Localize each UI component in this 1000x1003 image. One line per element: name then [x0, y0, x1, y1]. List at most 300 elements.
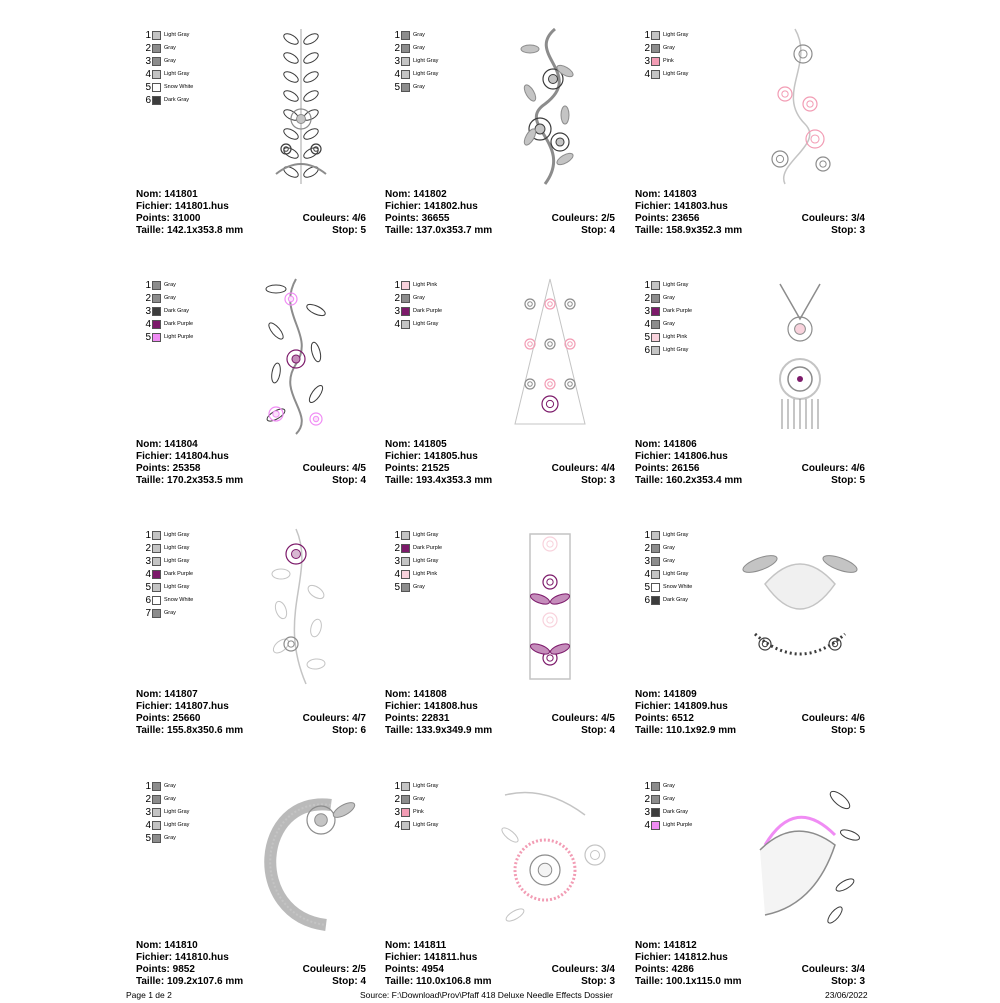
- swatch-color-name: Gray: [164, 796, 176, 802]
- swatch-color-name: Light Gray: [164, 584, 190, 590]
- color-swatch-row: [392, 42, 438, 55]
- color-swatch: [152, 821, 161, 830]
- nom-label: Nom:: [385, 439, 411, 450]
- nom-label: Nom:: [385, 940, 411, 951]
- swatch-color-name: Dark Purple: [413, 545, 443, 551]
- color-swatch-row: [392, 581, 442, 594]
- design-nom: 141807: [164, 689, 198, 700]
- color-palette: [143, 529, 193, 620]
- swatch-number: 1: [394, 279, 400, 291]
- fichier-label: Fichier:: [385, 701, 422, 712]
- swatch-color-name: Dark Gray: [164, 97, 190, 103]
- design-points: 36655: [421, 213, 450, 224]
- swatch-color-name: Light Gray: [164, 532, 190, 538]
- swatch-color-name: Light Purple: [663, 822, 693, 828]
- swatch-number: 4: [644, 568, 650, 580]
- fichier-label: Fichier:: [136, 451, 173, 462]
- embroidery-preview-image: [735, 274, 865, 439]
- design-taille: 110.0x106.8 mm: [415, 976, 492, 987]
- color-swatch: [152, 83, 161, 92]
- design-info: [385, 940, 617, 988]
- design-stop: 3: [609, 475, 615, 486]
- design-points: 25660: [172, 713, 201, 724]
- fichier-label: Fichier:: [635, 201, 672, 212]
- taille-label: Taille:: [136, 475, 165, 486]
- design-card: [385, 763, 617, 1003]
- embroidery-preview-image: [735, 24, 865, 189]
- stop-label: Stop:: [831, 475, 857, 486]
- swatch-number: 4: [394, 819, 400, 831]
- swatch-number: 3: [644, 806, 650, 818]
- swatch-color-name: Light Gray: [663, 282, 689, 288]
- swatch-color-name: Light Gray: [164, 71, 190, 77]
- color-swatch-row: [143, 581, 193, 594]
- color-swatch: [152, 782, 161, 791]
- design-couleurs: 3/4: [851, 964, 865, 975]
- fichier-label: Fichier:: [385, 952, 422, 963]
- design-points: 25358: [172, 463, 201, 474]
- color-swatch: [651, 531, 660, 540]
- color-swatch: [152, 281, 161, 290]
- color-swatch: [651, 346, 660, 355]
- swatch-color-name: Light Gray: [164, 809, 190, 815]
- swatch-number: 4: [145, 68, 151, 80]
- color-swatch-row: [392, 279, 442, 292]
- swatch-color-name: Gray: [413, 796, 425, 802]
- stop-label: Stop:: [332, 475, 358, 486]
- swatch-number: 4: [394, 568, 400, 580]
- design-stop: 6: [360, 725, 366, 736]
- swatch-color-name: Light Pink: [413, 571, 438, 577]
- swatch-number: 4: [644, 819, 650, 831]
- couleurs-label: Couleurs:: [801, 213, 849, 224]
- color-swatch-row: [392, 568, 442, 581]
- color-swatch: [152, 557, 161, 566]
- design-nom: 141808: [413, 689, 447, 700]
- color-swatch-row: [392, 292, 442, 305]
- stop-label: Stop:: [831, 976, 857, 987]
- stop-label: Stop:: [581, 725, 607, 736]
- nom-label: Nom:: [635, 689, 661, 700]
- swatch-number: 3: [394, 555, 400, 567]
- design-info: [385, 439, 617, 487]
- color-swatch-row: [642, 29, 688, 42]
- color-swatch: [152, 57, 161, 66]
- couleurs-label: Couleurs:: [551, 213, 599, 224]
- swatch-number: 7: [145, 607, 151, 619]
- taille-label: Taille:: [635, 725, 664, 736]
- color-swatch: [152, 596, 161, 605]
- color-swatch: [651, 281, 660, 290]
- swatch-color-name: Gray: [663, 321, 675, 327]
- color-palette: [392, 529, 442, 594]
- swatch-color-name: Light Gray: [164, 32, 190, 38]
- design-card: [635, 763, 867, 1003]
- swatch-color-name: Dark Purple: [164, 321, 194, 327]
- swatch-number: 5: [394, 81, 400, 93]
- stop-label: Stop:: [831, 225, 857, 236]
- color-swatch: [401, 320, 410, 329]
- swatch-number: 3: [145, 55, 151, 67]
- color-swatch-row: [392, 780, 438, 793]
- design-points: 22831: [421, 713, 450, 724]
- swatch-color-name: Pink: [413, 809, 424, 815]
- color-swatch-row: [143, 55, 193, 68]
- design-stop: 5: [859, 725, 865, 736]
- design-points: 31000: [172, 213, 201, 224]
- color-swatch: [152, 294, 161, 303]
- design-fichier: 141802.hus: [423, 201, 478, 212]
- swatch-color-name: Gray: [413, 45, 425, 51]
- points-label: Points:: [635, 213, 669, 224]
- swatch-number: 2: [644, 42, 650, 54]
- design-points: 23656: [671, 213, 700, 224]
- swatch-number: 3: [394, 305, 400, 317]
- design-stop: 4: [609, 725, 615, 736]
- color-swatch: [651, 808, 660, 817]
- color-swatch: [651, 570, 660, 579]
- design-card: [136, 262, 368, 502]
- swatch-color-name: Gray: [164, 282, 176, 288]
- color-swatch-row: [143, 305, 193, 318]
- color-palette: [642, 780, 692, 832]
- design-fichier: 141801.hus: [174, 201, 229, 212]
- color-swatch-row: [392, 305, 442, 318]
- color-swatch: [152, 609, 161, 618]
- couleurs-label: Couleurs:: [801, 964, 849, 975]
- swatch-color-name: Light Gray: [164, 558, 190, 564]
- color-swatch-row: [143, 542, 193, 555]
- swatch-number: 5: [644, 581, 650, 593]
- color-swatch: [401, 782, 410, 791]
- design-taille: 137.0x353.7 mm: [415, 225, 493, 236]
- swatch-number: 3: [394, 806, 400, 818]
- design-couleurs: 4/6: [851, 463, 865, 474]
- swatch-color-name: Light Gray: [663, 347, 689, 353]
- color-swatch: [651, 44, 660, 53]
- swatch-number: 1: [145, 780, 151, 792]
- color-swatch: [401, 307, 410, 316]
- design-nom: 141802: [413, 189, 447, 200]
- swatch-color-name: Light Gray: [663, 71, 689, 77]
- design-couleurs: 4/4: [601, 463, 615, 474]
- couleurs-label: Couleurs:: [551, 713, 599, 724]
- design-card: [136, 763, 368, 1003]
- swatch-color-name: Dark Purple: [413, 308, 443, 314]
- color-swatch-row: [642, 331, 692, 344]
- points-label: Points:: [385, 713, 419, 724]
- color-swatch-row: [392, 55, 438, 68]
- nom-label: Nom:: [385, 189, 411, 200]
- embroidery-preview-image: [485, 24, 615, 189]
- swatch-color-name: Gray: [663, 45, 675, 51]
- color-swatch: [152, 834, 161, 843]
- points-label: Points:: [136, 964, 170, 975]
- color-swatch-row: [143, 607, 193, 620]
- swatch-color-name: Gray: [164, 45, 176, 51]
- taille-label: Taille:: [385, 725, 414, 736]
- stop-label: Stop:: [581, 475, 607, 486]
- color-swatch: [152, 583, 161, 592]
- swatch-number: 6: [644, 344, 650, 356]
- color-palette: [642, 279, 692, 357]
- swatch-number: 2: [394, 292, 400, 304]
- design-card: [385, 12, 617, 252]
- color-swatch-row: [642, 344, 692, 357]
- color-swatch-row: [392, 793, 438, 806]
- swatch-number: 2: [644, 292, 650, 304]
- color-swatch: [152, 96, 161, 105]
- color-swatch-row: [143, 780, 189, 793]
- color-swatch-row: [642, 806, 692, 819]
- design-nom: 141812: [663, 940, 697, 951]
- color-swatch: [651, 583, 660, 592]
- couleurs-label: Couleurs:: [801, 713, 849, 724]
- design-couleurs: 3/4: [851, 213, 865, 224]
- design-taille: 160.2x353.4 mm: [665, 475, 743, 486]
- color-swatch-row: [392, 81, 438, 94]
- design-couleurs: 4/5: [352, 463, 366, 474]
- embroidery-preview-image: [735, 775, 865, 940]
- points-label: Points:: [635, 713, 669, 724]
- color-swatch-row: [143, 292, 193, 305]
- color-swatch: [401, 44, 410, 53]
- swatch-number: 2: [644, 542, 650, 554]
- swatch-number: 1: [394, 780, 400, 792]
- swatch-color-name: Light Gray: [413, 532, 439, 538]
- swatch-number: 2: [394, 42, 400, 54]
- color-swatch-row: [143, 318, 193, 331]
- swatch-number: 1: [394, 29, 400, 41]
- points-label: Points:: [136, 213, 170, 224]
- swatch-number: 3: [644, 55, 650, 67]
- embroidery-preview-image: [236, 524, 366, 689]
- design-nom: 141801: [164, 189, 198, 200]
- color-swatch-row: [642, 42, 688, 55]
- color-palette: [392, 279, 442, 331]
- design-taille: 110.1x92.9 mm: [665, 725, 736, 736]
- page-number: Page 1 de 2: [126, 990, 172, 1000]
- design-stop: 5: [859, 475, 865, 486]
- couleurs-label: Couleurs:: [801, 463, 849, 474]
- color-swatch-row: [143, 806, 189, 819]
- swatch-color-name: Snow White: [164, 84, 194, 90]
- color-swatch: [152, 307, 161, 316]
- couleurs-label: Couleurs:: [551, 964, 599, 975]
- swatch-number: 5: [145, 832, 151, 844]
- design-info: [136, 940, 368, 988]
- design-couleurs: 4/6: [851, 713, 865, 724]
- embroidery-preview-image: [236, 24, 366, 189]
- couleurs-label: Couleurs:: [302, 713, 350, 724]
- design-couleurs: 2/5: [352, 964, 366, 975]
- color-swatch: [401, 795, 410, 804]
- color-swatch-row: [642, 55, 688, 68]
- design-stop: 3: [859, 976, 865, 987]
- color-swatch-row: [143, 819, 189, 832]
- design-stop: 3: [859, 225, 865, 236]
- design-couleurs: 3/4: [601, 964, 615, 975]
- swatch-color-name: Light Gray: [413, 822, 439, 828]
- swatch-number: 3: [394, 55, 400, 67]
- stop-label: Stop:: [332, 976, 358, 987]
- swatch-color-name: Light Gray: [413, 58, 439, 64]
- design-points: 21525: [421, 463, 450, 474]
- color-swatch-row: [143, 555, 193, 568]
- swatch-color-name: Light Gray: [164, 545, 190, 551]
- swatch-color-name: Light Gray: [663, 32, 689, 38]
- color-swatch-row: [642, 594, 692, 607]
- color-swatch-row: [392, 806, 438, 819]
- swatch-number: 6: [145, 94, 151, 106]
- swatch-color-name: Snow White: [164, 597, 194, 603]
- swatch-color-name: Gray: [164, 610, 176, 616]
- color-swatch: [152, 333, 161, 342]
- color-swatch: [651, 57, 660, 66]
- taille-label: Taille:: [635, 976, 664, 987]
- design-stop: 4: [609, 225, 615, 236]
- swatch-color-name: Gray: [413, 295, 425, 301]
- points-label: Points:: [385, 964, 419, 975]
- color-swatch: [152, 808, 161, 817]
- swatch-number: 3: [145, 305, 151, 317]
- swatch-number: 4: [145, 318, 151, 330]
- swatch-number: 5: [644, 331, 650, 343]
- color-swatch-row: [642, 819, 692, 832]
- design-fichier: 141807.hus: [174, 701, 229, 712]
- swatch-number: 2: [145, 42, 151, 54]
- color-swatch: [651, 31, 660, 40]
- design-points: 9852: [172, 964, 195, 975]
- couleurs-label: Couleurs:: [302, 213, 350, 224]
- color-swatch: [152, 70, 161, 79]
- points-label: Points:: [136, 713, 170, 724]
- design-couleurs: 4/7: [352, 713, 366, 724]
- design-nom: 141804: [164, 439, 198, 450]
- color-swatch-row: [642, 529, 692, 542]
- color-swatch-row: [143, 29, 193, 42]
- stop-label: Stop:: [581, 225, 607, 236]
- color-swatch-row: [642, 305, 692, 318]
- design-fichier: 141809.hus: [673, 701, 728, 712]
- design-info: [635, 189, 867, 237]
- swatch-number: 1: [644, 529, 650, 541]
- swatch-number: 4: [145, 819, 151, 831]
- swatch-number: 3: [145, 806, 151, 818]
- color-swatch-row: [143, 529, 193, 542]
- fichier-label: Fichier:: [635, 451, 672, 462]
- swatch-color-name: Dark Purple: [663, 308, 693, 314]
- swatch-color-name: Gray: [164, 783, 176, 789]
- nom-label: Nom:: [385, 689, 411, 700]
- points-label: Points:: [635, 964, 669, 975]
- design-nom: 141811: [413, 940, 447, 951]
- color-swatch-row: [392, 529, 442, 542]
- color-swatch: [401, 570, 410, 579]
- design-info: [136, 439, 368, 487]
- design-fichier: 141806.hus: [673, 451, 728, 462]
- swatch-color-name: Gray: [663, 545, 675, 551]
- stop-label: Stop:: [581, 976, 607, 987]
- swatch-number: 1: [394, 529, 400, 541]
- swatch-number: 3: [644, 555, 650, 567]
- color-swatch: [651, 294, 660, 303]
- color-swatch: [401, 583, 410, 592]
- taille-label: Taille:: [136, 225, 165, 236]
- color-swatch-row: [392, 542, 442, 555]
- swatch-number: 1: [145, 29, 151, 41]
- swatch-color-name: Gray: [413, 584, 425, 590]
- design-nom: 141803: [663, 189, 697, 200]
- swatch-number: 5: [394, 581, 400, 593]
- design-points: 4286: [671, 964, 694, 975]
- swatch-color-name: Gray: [164, 835, 176, 841]
- color-swatch-row: [642, 793, 692, 806]
- design-taille: 193.4x353.3 mm: [415, 475, 493, 486]
- color-swatch-row: [642, 68, 688, 81]
- color-swatch-row: [143, 331, 193, 344]
- design-fichier: 141812.hus: [673, 952, 728, 963]
- color-swatch: [401, 70, 410, 79]
- embroidery-preview-image: [485, 775, 615, 940]
- swatch-number: 4: [644, 68, 650, 80]
- fichier-label: Fichier:: [136, 701, 173, 712]
- color-swatch-row: [143, 68, 193, 81]
- points-label: Points:: [635, 463, 669, 474]
- color-palette: [642, 529, 692, 607]
- design-couleurs: 4/6: [352, 213, 366, 224]
- swatch-number: 1: [145, 529, 151, 541]
- taille-label: Taille:: [635, 475, 664, 486]
- design-fichier: 141811.hus: [423, 952, 478, 963]
- color-palette: [143, 29, 193, 107]
- design-fichier: 141805.hus: [423, 451, 478, 462]
- points-label: Points:: [385, 213, 419, 224]
- swatch-color-name: Gray: [413, 84, 425, 90]
- design-stop: 3: [609, 976, 615, 987]
- swatch-number: 4: [145, 568, 151, 580]
- design-card: [635, 512, 867, 752]
- swatch-color-name: Dark Purple: [164, 571, 194, 577]
- stop-label: Stop:: [831, 725, 857, 736]
- fichier-label: Fichier:: [385, 451, 422, 462]
- color-swatch: [152, 544, 161, 553]
- stop-label: Stop:: [332, 225, 358, 236]
- design-info: [635, 940, 867, 988]
- design-nom: 141810: [164, 940, 198, 951]
- color-swatch-row: [143, 594, 193, 607]
- color-swatch-row: [392, 318, 442, 331]
- swatch-number: 3: [145, 555, 151, 567]
- design-card: [635, 262, 867, 502]
- embroidery-preview-image: [485, 524, 615, 689]
- color-swatch: [152, 570, 161, 579]
- color-swatch-row: [642, 542, 692, 555]
- swatch-number: 5: [145, 581, 151, 593]
- swatch-color-name: Gray: [663, 558, 675, 564]
- swatch-number: 6: [644, 594, 650, 606]
- color-swatch: [152, 31, 161, 40]
- taille-label: Taille:: [385, 976, 414, 987]
- embroidery-preview-image: [485, 274, 615, 439]
- color-swatch: [651, 333, 660, 342]
- design-info: [385, 689, 617, 737]
- color-swatch: [651, 557, 660, 566]
- color-swatch: [401, 557, 410, 566]
- color-swatch-row: [642, 292, 692, 305]
- fichier-label: Fichier:: [136, 952, 173, 963]
- design-points: 4954: [421, 964, 444, 975]
